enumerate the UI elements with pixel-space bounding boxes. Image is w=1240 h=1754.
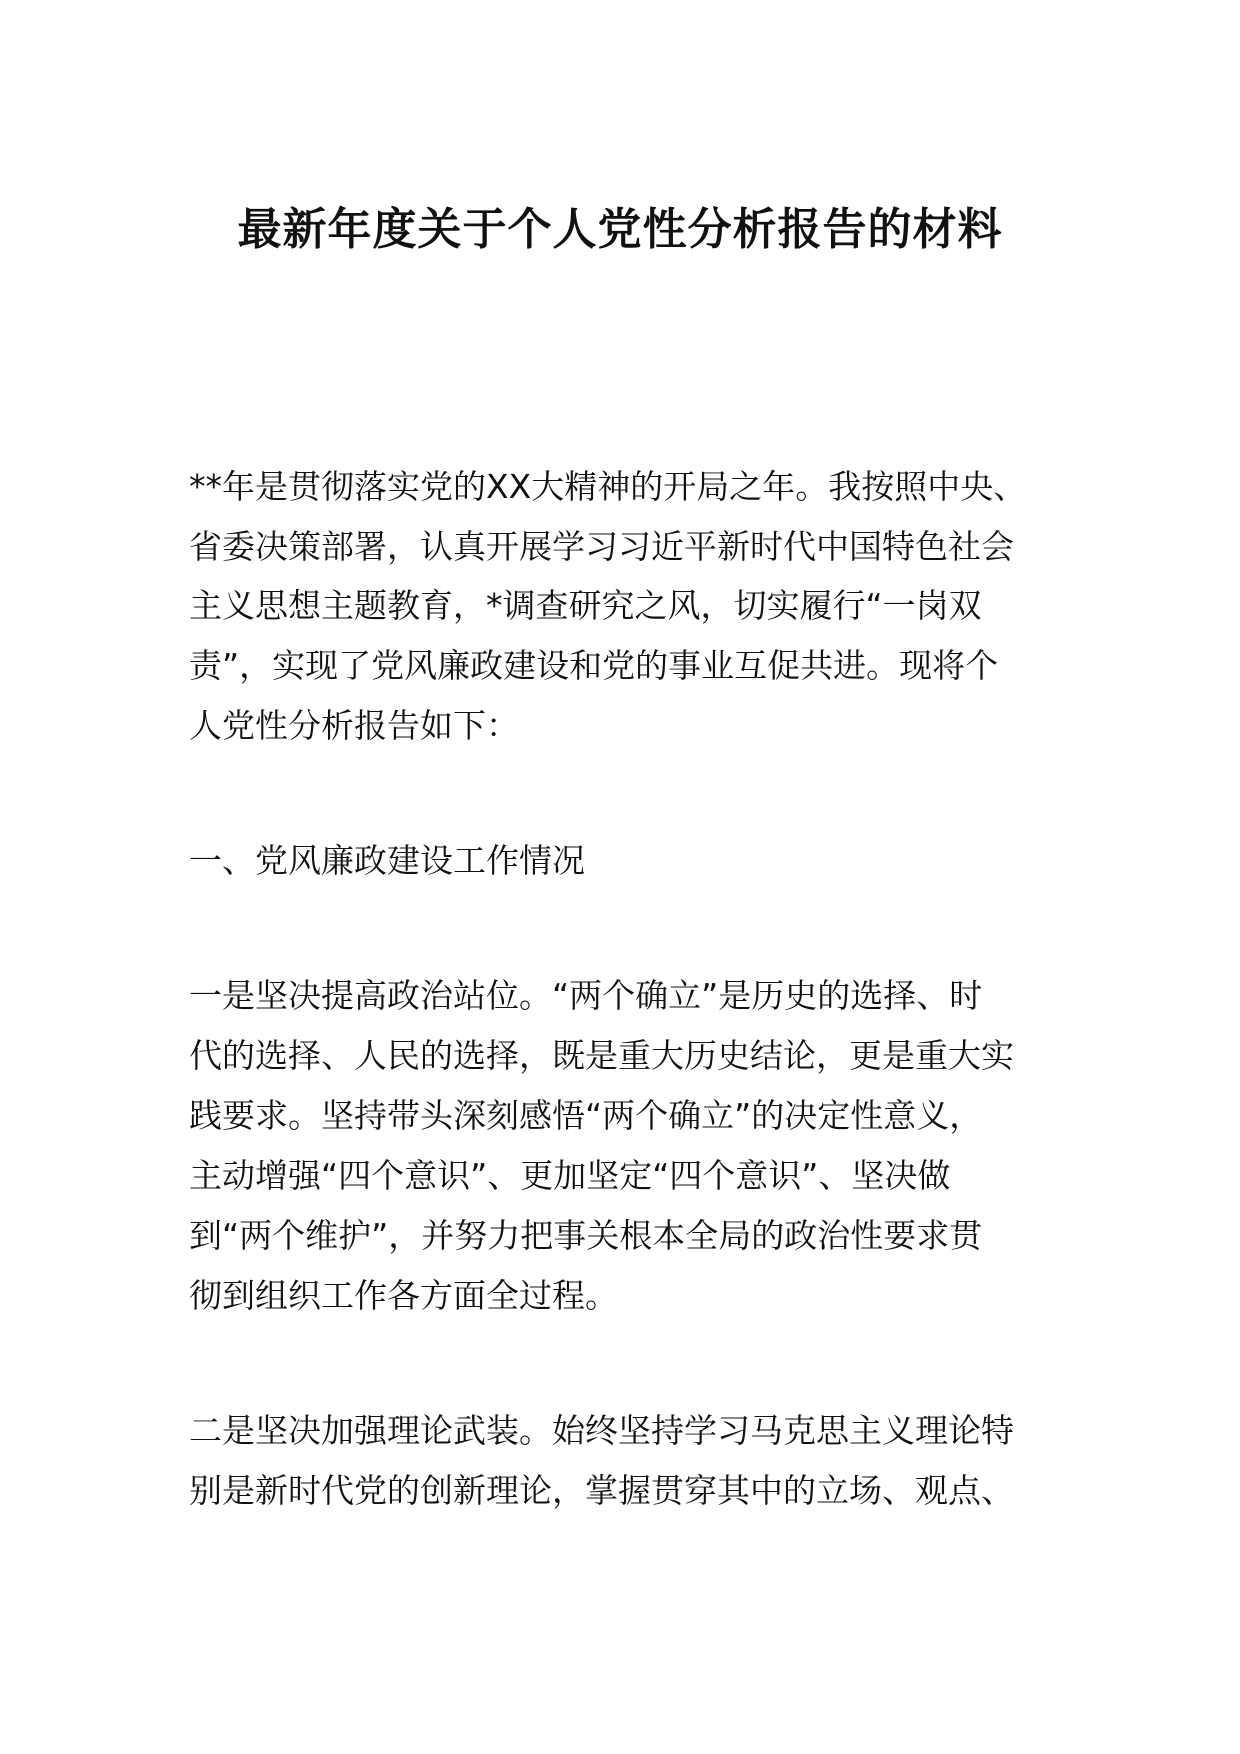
intro-line: **年是贯彻落实党的XX大精神的开局之年。我按照中央、 [189, 467, 1027, 506]
point-one-line: 代的选择、人民的选择，既是重大历史结论，更是重大实 [189, 1036, 1014, 1075]
point-one-line: 主动增强“四个意识”、更加坚定“四个意识”、坚决做 [189, 1156, 951, 1195]
intro-line: 人党性分析报告如下： [189, 706, 519, 745]
intro-line: 省委决策部署，认真开展学习习近平新时代中国特色社会 [189, 527, 1014, 566]
intro-line: 责”，实现了党风廉政建设和党的事业互促共进。现将个 [189, 646, 999, 685]
section-heading: 一、党风廉政建设工作情况 [189, 841, 585, 880]
point-one-line: 一是坚决提高政治站位。“两个确立”是历史的选择、时 [189, 976, 983, 1015]
point-two-line: 别是新时代党的创新理论，掌握贯穿其中的立场、观点、 [189, 1471, 1014, 1510]
document-title: 最新年度关于个人党性分析报告的材料 [237, 204, 1003, 255]
intro-line: 主义思想主题教育，*调查研究之风，切实履行“一岗双 [189, 586, 982, 625]
point-one-line: 到“两个维护”，并努力把事关根本全局的政治性要求贯 [189, 1216, 983, 1255]
point-one-line: 践要求。坚持带头深刻感悟“两个确立”的决定性意义， [189, 1096, 983, 1135]
point-two-line: 二是坚决加强理论武装。始终坚持学习马克思主义理论特 [189, 1411, 1014, 1450]
point-one-line: 彻到组织工作各方面全过程。 [189, 1276, 618, 1315]
